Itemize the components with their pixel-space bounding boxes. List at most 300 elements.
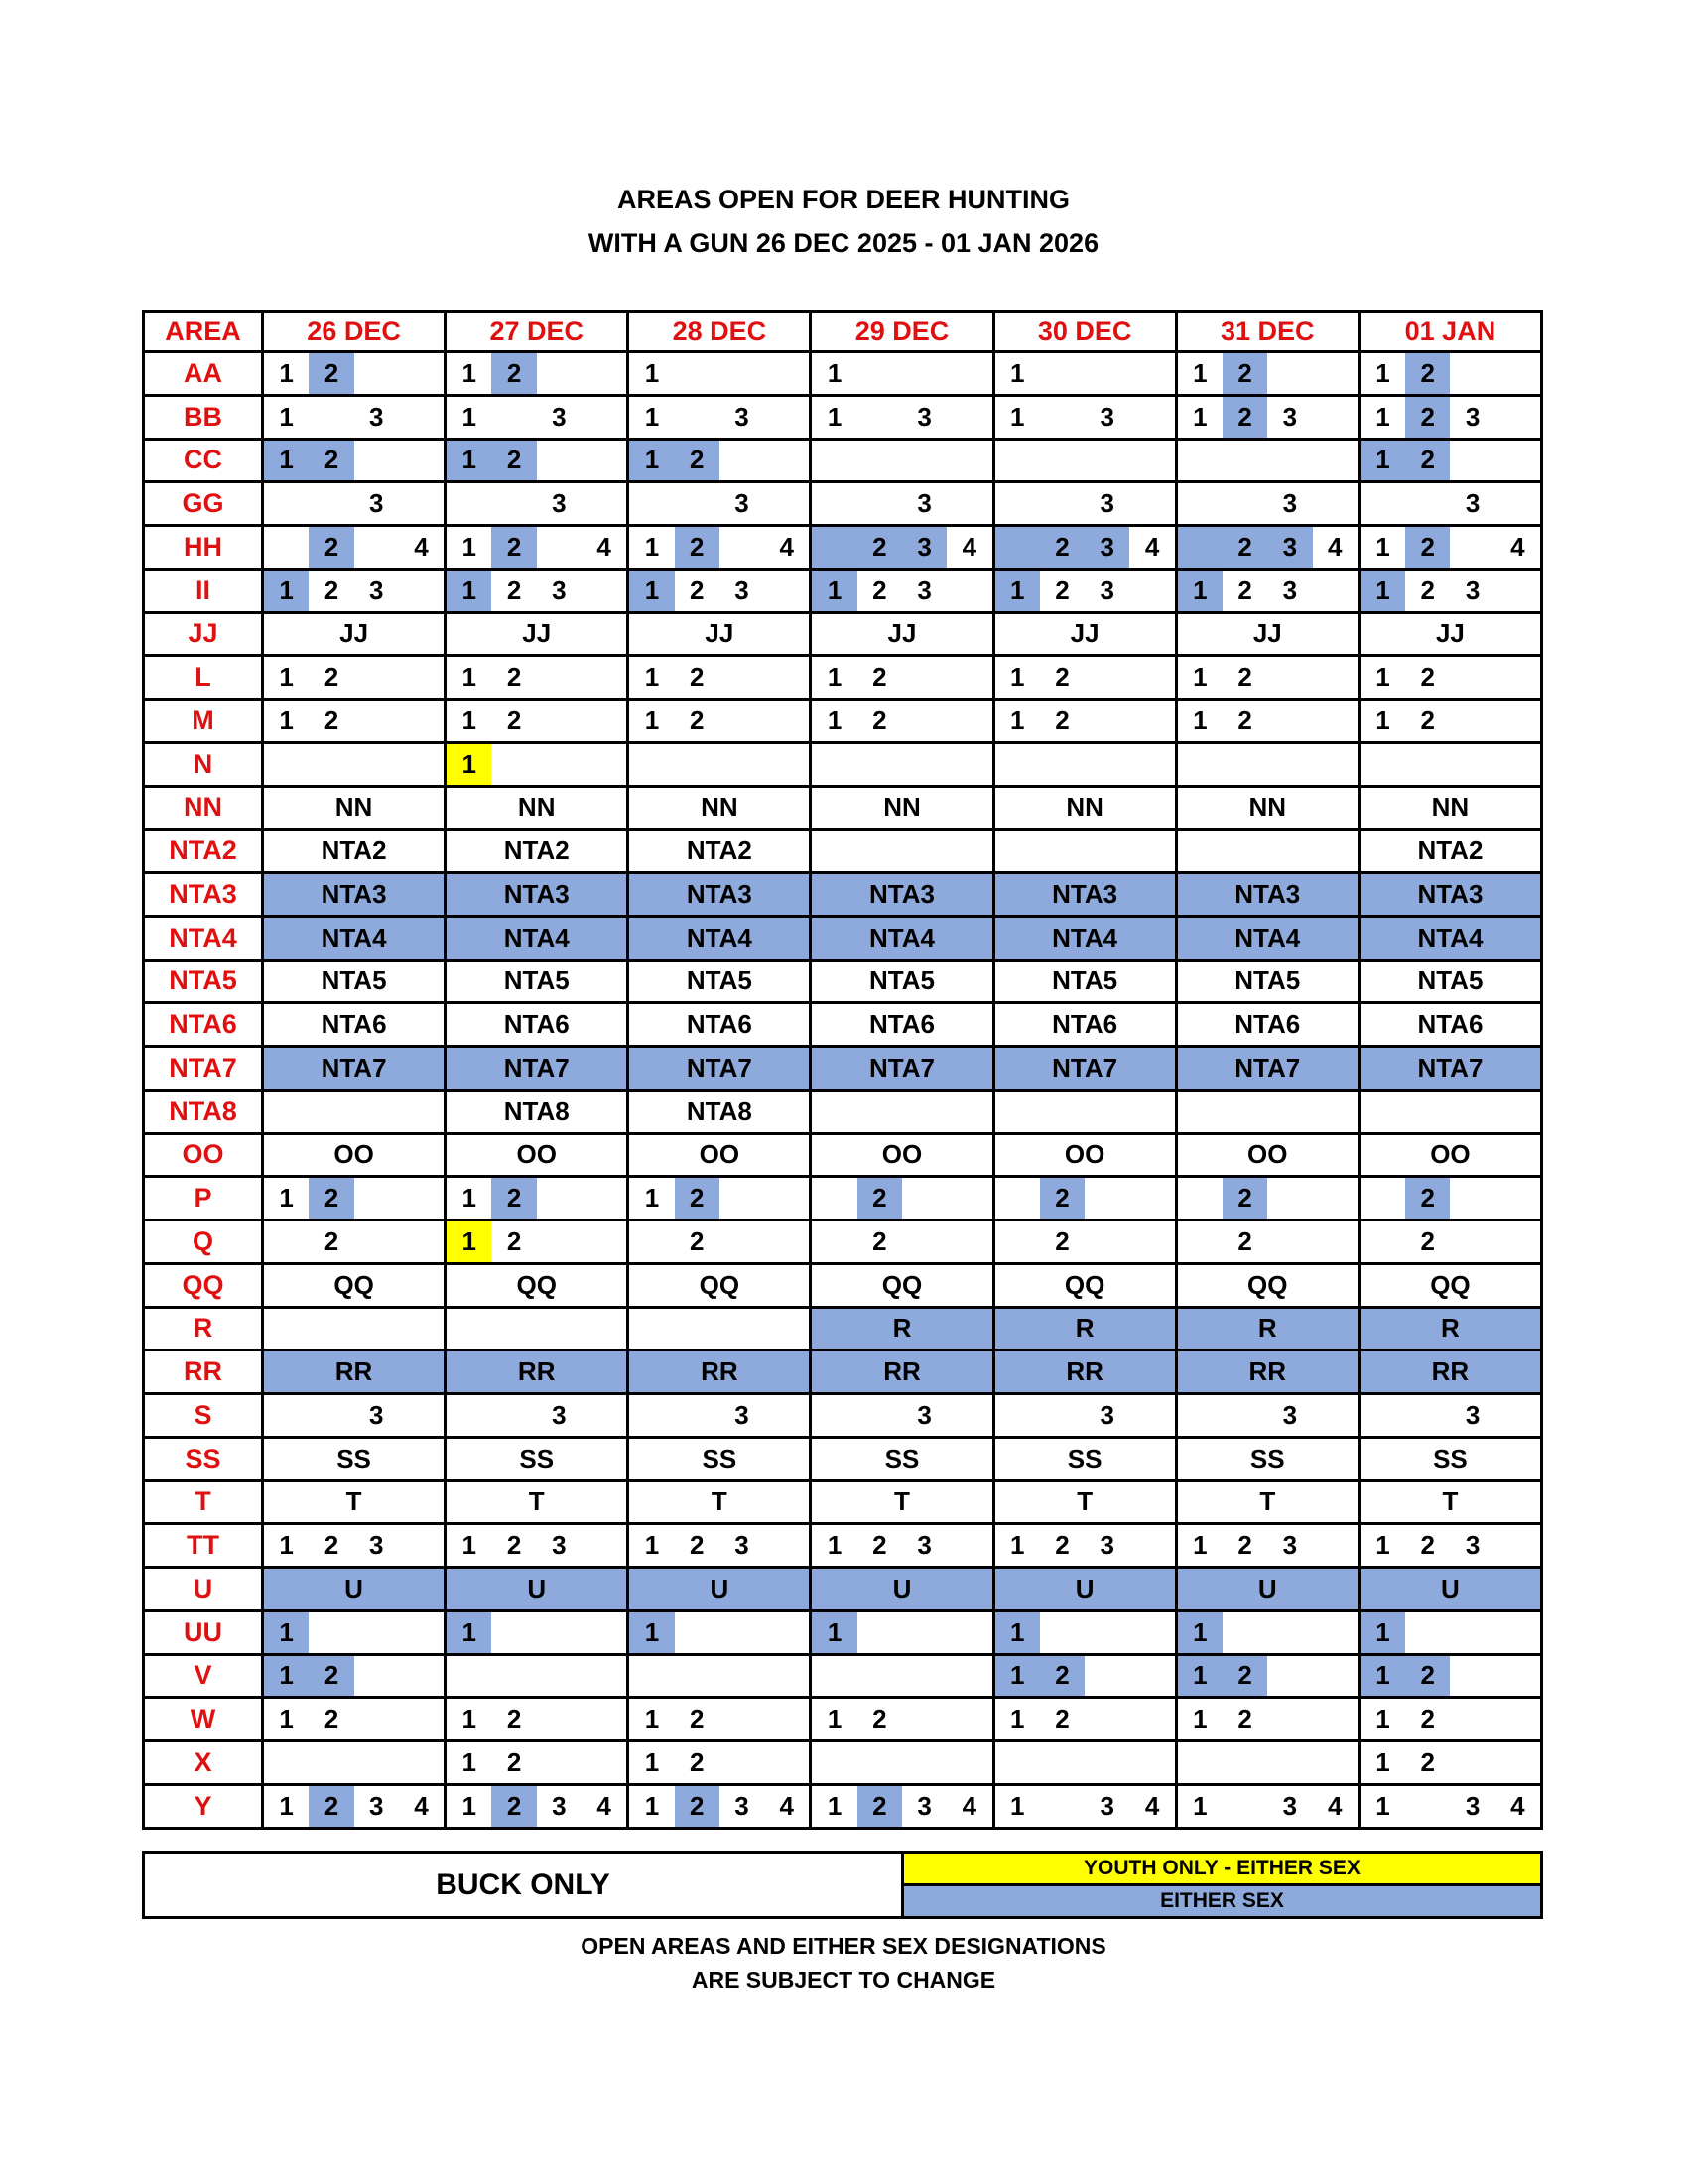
area-code: OO xyxy=(1430,1139,1471,1170)
unit-number xyxy=(491,1612,536,1653)
unit-number: 4 xyxy=(414,1790,429,1821)
unit-number: 2 xyxy=(872,575,887,605)
unit-number: 3 xyxy=(368,1530,384,1561)
unit-number xyxy=(309,1612,353,1653)
unit-number: 1 xyxy=(644,1746,660,1777)
table-row xyxy=(144,1698,1542,1741)
unit-number xyxy=(1313,1395,1358,1436)
day-cell xyxy=(1176,569,1359,612)
day-cell xyxy=(263,1263,446,1307)
unit-number: 3 xyxy=(1100,488,1114,519)
unit-number: 1 xyxy=(1009,357,1025,388)
unit-number xyxy=(764,1525,809,1566)
day-cell xyxy=(1176,916,1359,960)
area-code: NTA6 xyxy=(1234,1009,1301,1040)
table-row xyxy=(144,786,1542,830)
area-label: II xyxy=(144,569,263,612)
unit-number xyxy=(1085,657,1129,698)
area-code: JJ xyxy=(1070,618,1100,649)
area-code: NTA4 xyxy=(995,918,1175,959)
unit-number xyxy=(399,397,444,438)
unit-number: 2 xyxy=(689,1225,705,1256)
area-code: NN xyxy=(1248,792,1287,823)
unit-number: 2 xyxy=(1237,1225,1252,1256)
unit-number: 3 xyxy=(1465,401,1481,432)
unit-number xyxy=(399,1656,444,1697)
day-cell xyxy=(628,742,811,786)
unit-number xyxy=(1313,1178,1358,1219)
table-row xyxy=(144,830,1542,873)
unit-number xyxy=(1267,657,1312,698)
day-cell xyxy=(263,612,446,656)
unit-number xyxy=(812,527,856,568)
unit-number xyxy=(995,483,1040,524)
page-title-line2: WITH A GUN 26 DEC 2025 - 01 JAN 2026 xyxy=(587,228,1100,258)
day-cell xyxy=(628,1177,811,1220)
unit-number xyxy=(1495,397,1540,438)
day-cell xyxy=(263,569,446,612)
day-cell xyxy=(263,742,446,786)
unit-number xyxy=(1267,1699,1312,1739)
day-cell xyxy=(628,526,811,570)
day-cell xyxy=(446,352,628,396)
unit-number: 2 xyxy=(857,527,902,568)
area-code: SS xyxy=(884,1443,920,1474)
area-code: NTA3 xyxy=(264,874,444,915)
unit-number xyxy=(354,657,399,698)
day-cell xyxy=(263,482,446,526)
day-cell xyxy=(811,482,993,526)
area-code: NTA4 xyxy=(447,918,626,959)
table-row xyxy=(144,1437,1542,1480)
day-cell xyxy=(446,1654,628,1698)
unit-number: 2 xyxy=(857,1786,902,1827)
unit-number xyxy=(1313,1699,1358,1739)
day-cell xyxy=(1176,1610,1359,1654)
day-cell xyxy=(811,1480,993,1524)
unit-number: 2 xyxy=(1420,1704,1436,1734)
unit-number xyxy=(947,1395,991,1436)
unit-number: 1 xyxy=(629,571,674,611)
table-row xyxy=(144,352,1542,396)
day-cell xyxy=(446,1220,628,1264)
area-code: T xyxy=(894,1486,910,1517)
table-row xyxy=(144,1524,1542,1568)
unit-number: 1 xyxy=(827,1530,843,1561)
day-cell xyxy=(263,1654,446,1698)
day-cell xyxy=(811,352,993,396)
unit-number: 2 xyxy=(1040,1656,1085,1697)
unit-number xyxy=(1495,1395,1540,1436)
day-cell xyxy=(811,786,993,830)
day-cell xyxy=(628,612,811,656)
table-row xyxy=(144,1741,1542,1785)
day-cell xyxy=(993,482,1176,526)
unit-number: 3 xyxy=(552,575,567,605)
unit-number: 1 xyxy=(827,357,843,388)
day-cell xyxy=(628,1568,811,1611)
area-code: SS xyxy=(1249,1443,1285,1474)
unit-number: 2 xyxy=(1055,575,1070,605)
unit-number: 1 xyxy=(264,571,309,611)
unit-number xyxy=(764,1612,809,1653)
area-code: U xyxy=(1178,1569,1358,1609)
area-label: NTA4 xyxy=(144,916,263,960)
day-cell xyxy=(993,395,1176,439)
area-label: NN xyxy=(144,786,263,830)
day-cell xyxy=(993,960,1176,1003)
day-cell xyxy=(993,1220,1176,1264)
day-cell xyxy=(1176,526,1359,570)
day-cell xyxy=(1176,1307,1359,1350)
day-cell xyxy=(1176,873,1359,917)
area-code: NTA4 xyxy=(629,918,809,959)
unit-number: 1 xyxy=(1193,1790,1208,1821)
unit-number: 3 xyxy=(368,488,384,519)
unit-number xyxy=(582,1742,626,1783)
unit-number xyxy=(947,483,991,524)
unit-number xyxy=(812,1221,856,1262)
day-header: 28 DEC xyxy=(628,312,811,352)
unit-number xyxy=(947,397,991,438)
unit-number xyxy=(1129,1525,1174,1566)
unit-number xyxy=(537,701,582,741)
area-code: RR xyxy=(995,1351,1175,1392)
day-cell xyxy=(263,1133,446,1177)
unit-number: 2 xyxy=(506,1704,522,1734)
unit-number xyxy=(675,353,719,394)
area-code: NN xyxy=(334,792,373,823)
day-cell xyxy=(263,1610,446,1654)
day-cell xyxy=(628,700,811,743)
unit-number: 3 xyxy=(552,488,567,519)
unit-number xyxy=(399,1699,444,1739)
day-cell xyxy=(628,1437,811,1480)
unit-number: 2 xyxy=(506,705,522,735)
unit-number: 2 xyxy=(689,662,705,693)
unit-number xyxy=(1178,1178,1223,1219)
day-cell xyxy=(446,1047,628,1091)
unit-number xyxy=(537,1612,582,1653)
area-label: Q xyxy=(144,1220,263,1264)
unit-number: 2 xyxy=(1040,527,1085,568)
day-cell xyxy=(1176,830,1359,873)
unit-number xyxy=(1450,1699,1494,1739)
area-label: BB xyxy=(144,395,263,439)
area-code: SS xyxy=(1433,1443,1468,1474)
unit-number: 3 xyxy=(917,488,932,519)
unit-number: 1 xyxy=(1375,1704,1390,1734)
table-row xyxy=(144,1394,1542,1438)
day-cell xyxy=(993,700,1176,743)
unit-number: 2 xyxy=(1405,353,1450,394)
table-row xyxy=(144,1480,1542,1524)
unit-number xyxy=(1313,1612,1358,1653)
unit-number xyxy=(1313,1221,1358,1262)
day-cell xyxy=(811,1394,993,1438)
day-cell xyxy=(1359,1133,1541,1177)
day-cell xyxy=(628,439,811,482)
unit-number: 2 xyxy=(1223,527,1267,568)
unit-number: 4 xyxy=(962,531,977,562)
area-code: T xyxy=(345,1486,362,1517)
day-cell xyxy=(993,1654,1176,1698)
unit-number: 3 xyxy=(734,1530,749,1561)
day-cell xyxy=(446,1741,628,1785)
area-label: L xyxy=(144,656,263,700)
unit-number xyxy=(537,527,582,568)
legend xyxy=(142,1851,1543,1919)
area-code: NTA7 xyxy=(1361,1048,1540,1089)
unit-number: 2 xyxy=(1405,397,1450,438)
unit-number xyxy=(629,1221,674,1262)
day-cell xyxy=(1359,916,1541,960)
day-cell xyxy=(1359,1654,1541,1698)
unit-number: 1 xyxy=(1375,357,1390,388)
day-cell xyxy=(993,569,1176,612)
unit-number xyxy=(675,397,719,438)
unit-number: 1 xyxy=(1193,1530,1208,1561)
unit-number xyxy=(354,353,399,394)
unit-number xyxy=(764,1395,809,1436)
day-cell xyxy=(811,1610,993,1654)
day-cell xyxy=(263,1047,446,1091)
unit-number: 2 xyxy=(1237,705,1252,735)
unit-number xyxy=(1450,1656,1494,1697)
unit-number: 2 xyxy=(1055,662,1070,693)
unit-number xyxy=(1129,1395,1174,1436)
unit-number xyxy=(764,701,809,741)
unit-number: 2 xyxy=(1405,1178,1450,1219)
unit-number xyxy=(1405,1612,1450,1653)
day-cell xyxy=(993,439,1176,482)
unit-number xyxy=(264,1221,309,1262)
unit-number xyxy=(582,441,626,481)
unit-number: 2 xyxy=(1237,1704,1252,1734)
unit-number: 3 xyxy=(552,401,567,432)
unit-number: 4 xyxy=(779,1790,794,1821)
unit-number xyxy=(264,527,309,568)
day-cell xyxy=(993,742,1176,786)
day-cell xyxy=(1359,1437,1541,1480)
unit-number: 1 xyxy=(644,401,660,432)
unit-number xyxy=(902,353,947,394)
unit-number xyxy=(812,483,856,524)
unit-number xyxy=(537,1699,582,1739)
unit-number: 3 xyxy=(368,575,384,605)
unit-number: 4 xyxy=(1144,1790,1160,1821)
unit-number: 2 xyxy=(689,575,705,605)
unit-number: 2 xyxy=(872,705,887,735)
unit-number: 4 xyxy=(1144,531,1160,562)
unit-number: 3 xyxy=(1282,1399,1298,1430)
unit-number xyxy=(1361,1178,1405,1219)
unit-number: 1 xyxy=(1375,705,1390,735)
area-label: S xyxy=(144,1394,263,1438)
day-cell xyxy=(628,352,811,396)
unit-number xyxy=(399,353,444,394)
unit-number: 4 xyxy=(1327,531,1343,562)
unit-number: 4 xyxy=(414,531,429,562)
day-cell xyxy=(628,786,811,830)
day-cell xyxy=(1359,1524,1541,1568)
unit-number: 3 xyxy=(552,1399,567,1430)
day-cell xyxy=(1359,1177,1541,1220)
unit-number xyxy=(537,441,582,481)
area-code: NTA2 xyxy=(686,835,752,866)
unit-number xyxy=(764,1178,809,1219)
unit-number xyxy=(1223,1612,1267,1653)
unit-number xyxy=(947,1178,991,1219)
unit-number: 3 xyxy=(734,401,749,432)
day-cell xyxy=(446,700,628,743)
area-code: NTA6 xyxy=(1417,1009,1484,1040)
day-header: 01 JAN xyxy=(1359,312,1541,352)
unit-number: 2 xyxy=(1055,1225,1070,1256)
day-cell xyxy=(263,1524,446,1568)
unit-number: 2 xyxy=(1420,1530,1436,1561)
unit-number: 2 xyxy=(506,1530,522,1561)
unit-number: 1 xyxy=(1193,357,1208,388)
unit-number xyxy=(1267,1178,1312,1219)
unit-number xyxy=(1361,1221,1405,1262)
day-header: 27 DEC xyxy=(446,312,628,352)
unit-number xyxy=(491,483,536,524)
area-label: SS xyxy=(144,1437,263,1480)
area-label: TT xyxy=(144,1524,263,1568)
area-code: U xyxy=(447,1569,626,1609)
day-cell xyxy=(628,395,811,439)
unit-number: 1 xyxy=(629,441,674,481)
unit-number: 3 xyxy=(368,1790,384,1821)
table-row xyxy=(144,960,1542,1003)
table-row xyxy=(144,916,1542,960)
unit-number: 1 xyxy=(1009,401,1025,432)
unit-number: 1 xyxy=(995,571,1040,611)
day-cell xyxy=(263,1350,446,1394)
area-label: M xyxy=(144,700,263,743)
unit-number xyxy=(1495,657,1540,698)
unit-number: 4 xyxy=(596,1790,611,1821)
unit-number: 2 xyxy=(324,1704,339,1734)
unit-number: 1 xyxy=(1193,662,1208,693)
day-cell xyxy=(263,352,446,396)
day-cell xyxy=(993,1394,1176,1438)
unit-number: 2 xyxy=(872,1225,887,1256)
day-cell xyxy=(628,569,811,612)
area-label: Y xyxy=(144,1784,263,1828)
unit-number xyxy=(537,1178,582,1219)
unit-number xyxy=(995,1221,1040,1262)
day-cell xyxy=(628,1654,811,1698)
day-cell xyxy=(993,1263,1176,1307)
day-cell xyxy=(263,1480,446,1524)
unit-number xyxy=(1129,571,1174,611)
unit-number: 2 xyxy=(1420,662,1436,693)
day-cell xyxy=(263,786,446,830)
unit-number xyxy=(812,1395,856,1436)
unit-number xyxy=(1040,397,1085,438)
unit-number: 2 xyxy=(506,575,522,605)
day-cell xyxy=(993,1307,1176,1350)
area-code: NTA4 xyxy=(1361,918,1540,959)
unit-number xyxy=(764,1699,809,1739)
day-cell xyxy=(811,1741,993,1785)
area-code: T xyxy=(528,1486,545,1517)
unit-number: 4 xyxy=(1510,1790,1525,1821)
day-cell xyxy=(263,1177,446,1220)
unit-number xyxy=(812,1178,856,1219)
day-cell xyxy=(1176,1568,1359,1611)
unit-number xyxy=(1129,353,1174,394)
area-code: SS xyxy=(336,1443,371,1474)
area-column-header: AREA xyxy=(144,312,263,352)
day-cell xyxy=(811,1003,993,1047)
day-cell xyxy=(628,1003,811,1047)
area-code: NTA3 xyxy=(995,874,1175,915)
day-cell xyxy=(1359,1047,1541,1091)
day-cell xyxy=(1359,830,1541,873)
unit-number xyxy=(1085,701,1129,741)
area-code: U xyxy=(264,1569,444,1609)
unit-number: 1 xyxy=(1375,1790,1390,1821)
area-label: N xyxy=(144,742,263,786)
area-code: NTA2 xyxy=(503,835,570,866)
unit-number xyxy=(1405,483,1450,524)
day-cell xyxy=(628,1480,811,1524)
unit-number: 1 xyxy=(279,1704,294,1734)
unit-number xyxy=(1450,1221,1494,1262)
day-cell xyxy=(1176,1394,1359,1438)
day-cell xyxy=(263,1003,446,1047)
unit-number: 1 xyxy=(827,705,843,735)
unit-number: 1 xyxy=(279,1183,294,1214)
unit-number: 2 xyxy=(675,1786,719,1827)
unit-number: 1 xyxy=(1375,662,1390,693)
area-label: RR xyxy=(144,1350,263,1394)
unit-number: 2 xyxy=(1223,353,1267,394)
unit-number xyxy=(1040,1786,1085,1827)
area-code: NTA6 xyxy=(869,1009,935,1040)
area-code: QQ xyxy=(1064,1269,1105,1300)
unit-number: 1 xyxy=(1361,1612,1405,1653)
day-cell xyxy=(446,786,628,830)
day-cell xyxy=(628,482,811,526)
unit-number xyxy=(582,701,626,741)
day-header: 31 DEC xyxy=(1176,312,1359,352)
area-label: JJ xyxy=(144,612,263,656)
day-cell xyxy=(446,1480,628,1524)
day-header: 30 DEC xyxy=(993,312,1176,352)
unit-number: 1 xyxy=(827,1704,843,1734)
unit-number xyxy=(719,353,764,394)
unit-number: 1 xyxy=(827,401,843,432)
unit-number xyxy=(719,1612,764,1653)
legend-either-sex: EITHER SEX xyxy=(903,1885,1542,1918)
day-cell xyxy=(263,1394,446,1438)
unit-number xyxy=(1495,1656,1540,1697)
unit-number xyxy=(629,483,674,524)
area-code: RR xyxy=(264,1351,444,1392)
table-row xyxy=(144,1003,1542,1047)
unit-number: 3 xyxy=(1465,488,1481,519)
unit-number xyxy=(857,353,902,394)
unit-number: 3 xyxy=(1282,1790,1298,1821)
unit-number xyxy=(1405,1395,1450,1436)
unit-number: 3 xyxy=(1282,401,1298,432)
day-cell xyxy=(446,439,628,482)
footer-note-line2: ARE SUBJECT TO CHANGE xyxy=(691,1967,996,1992)
